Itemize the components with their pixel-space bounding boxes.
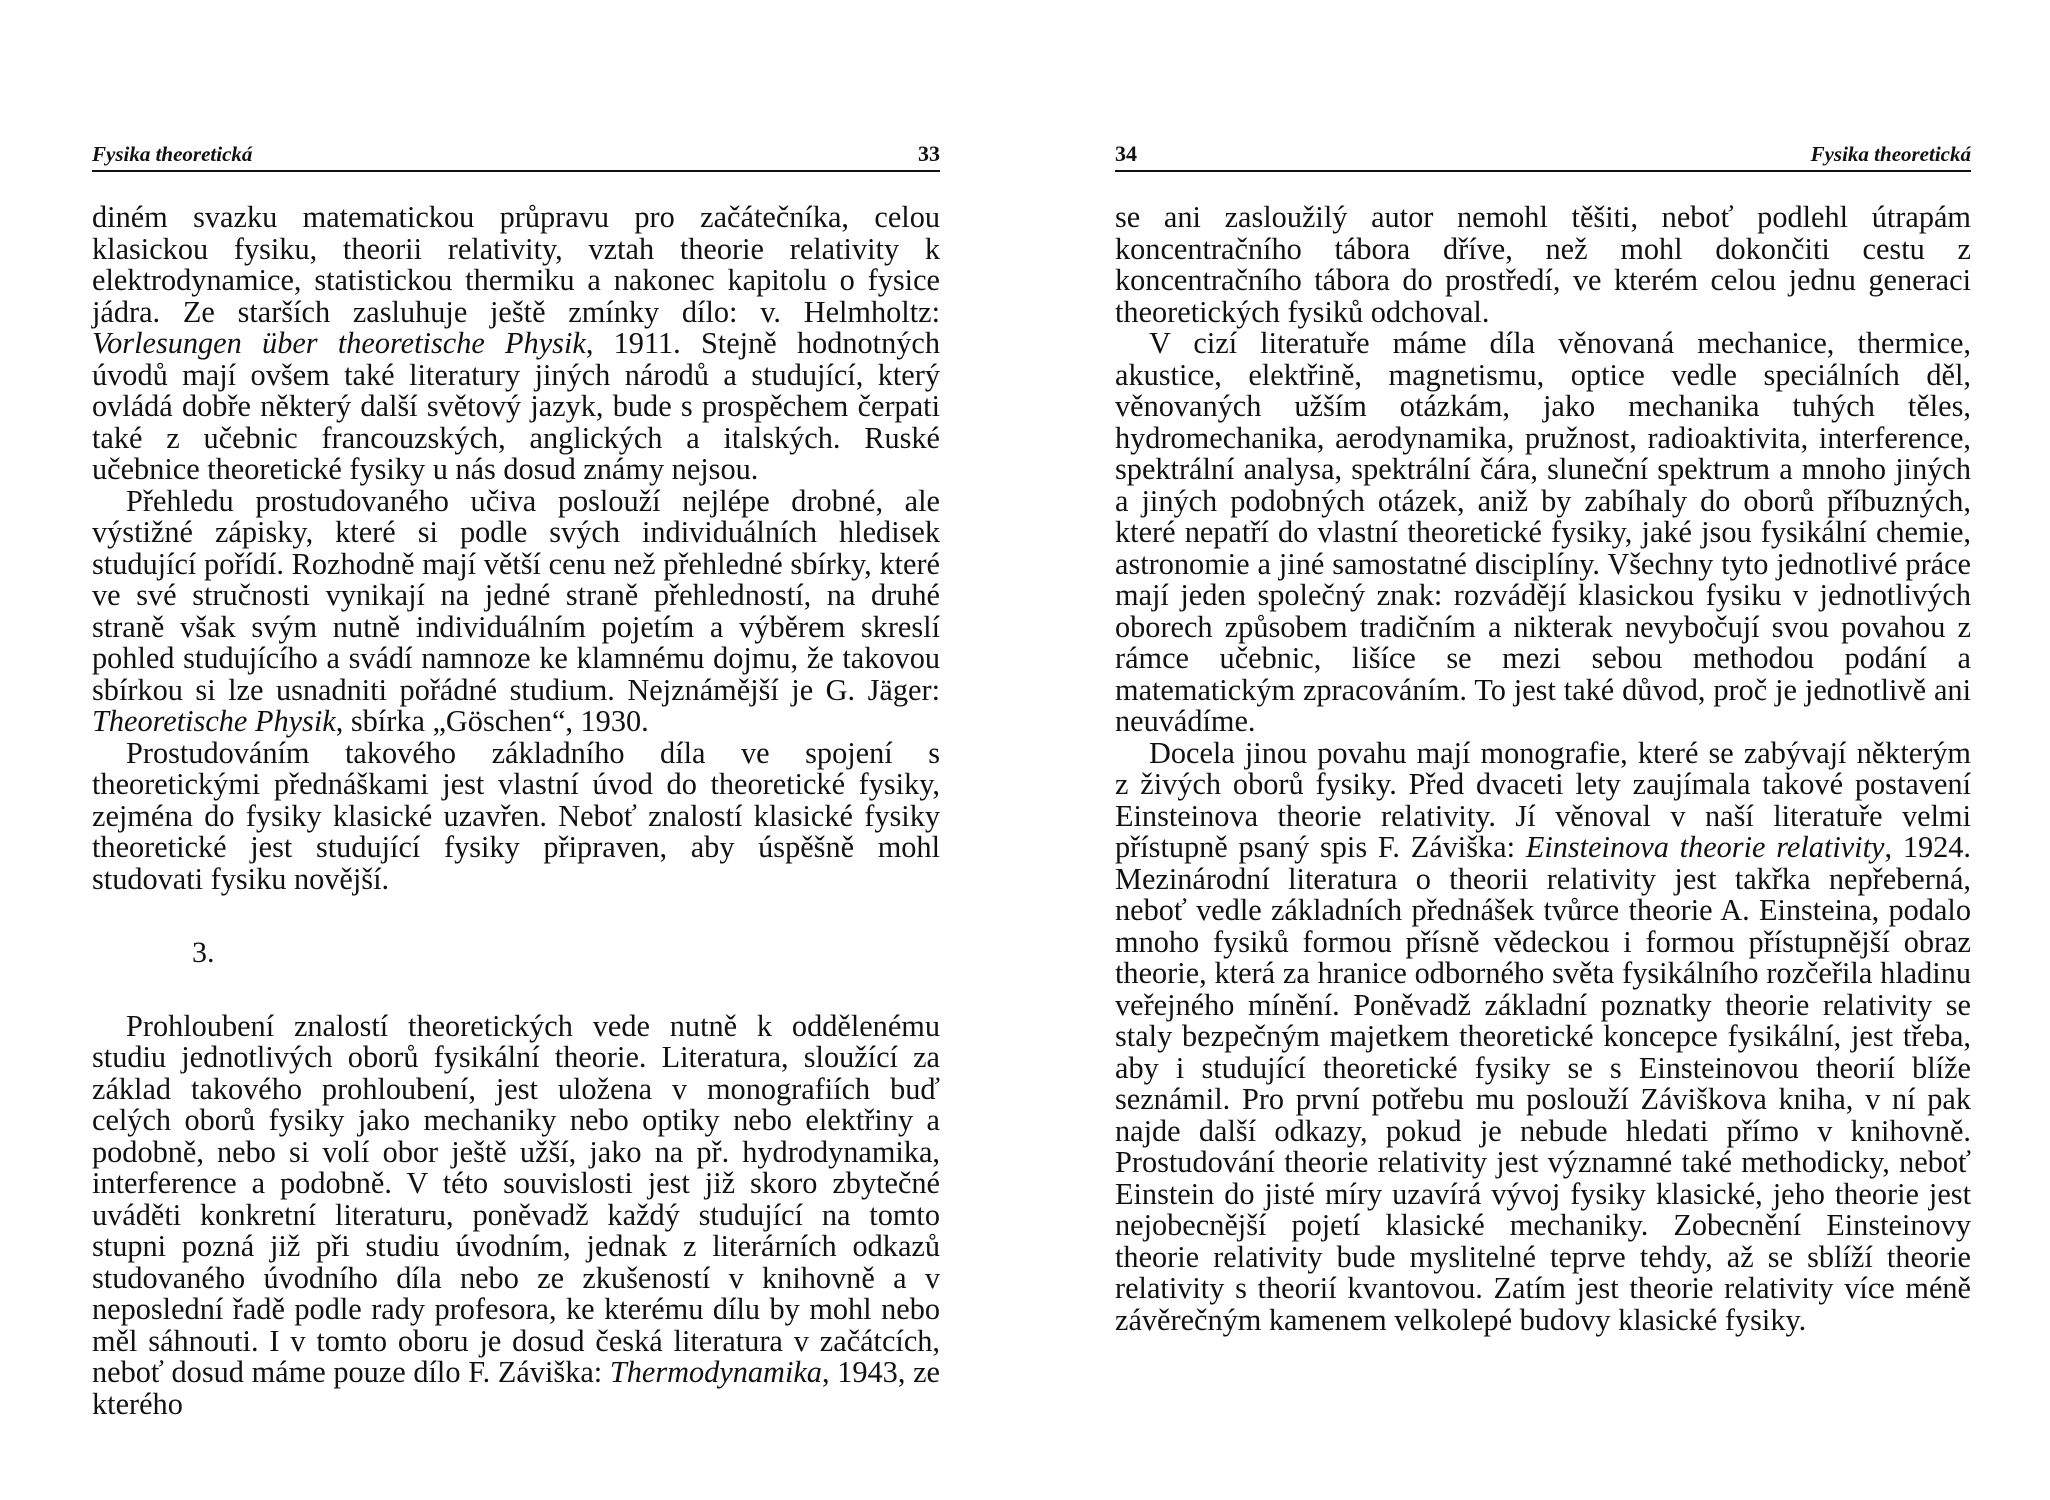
paragraph bbox=[92, 735, 940, 896]
text-run: Docela jinou povahu mají monografie, které se zabývají některým z živých oborů fysiky. Před dvaceti lety zaujímala takové postavení Einsteinova theorie relativity. Jí věnoval v naší literatuře velmi přístupně psaný spis F. Záviška: bbox=[1115, 735, 1971, 864]
left-page bbox=[92, 130, 940, 1420]
paragraph bbox=[92, 202, 940, 486]
page-body bbox=[1115, 202, 1971, 1336]
italic-title: Theoretische Physik bbox=[92, 704, 336, 738]
running-title: Fysika theoretická bbox=[92, 142, 253, 166]
running-header bbox=[92, 130, 940, 172]
italic-title: Vorlesungen über theoretische Physik bbox=[92, 326, 586, 360]
italic-title: Einsteinova theorie relativity bbox=[1525, 830, 1885, 864]
text-run: diném svazku matematickou průpravu pro začátečníka, celou klasickou fysiku, theorii relativity, vztah theorie relativity k elektrodynamice, statistickou thermiku a nakonec kapitolu o fysice jádra. Ze starších zasluhuje ještě zmínky dílo: v. Helmholtz: bbox=[92, 200, 940, 329]
text-run: , 1943, ze kterého bbox=[92, 1355, 940, 1421]
text-run: , 1924. Mezinárodní literatura o theorii relativity jest takřka nepřeberná, neboť vedle základních přednášek tvůrce theorie A. Einsteina, podalo mnoho fysiků formou přísně vědeckou i formou přístupnější obraz theorie, která za hranice odborného světa fysikálního rozčeřila hladinu veřejného mínění. Poněvadž základní poznatky theorie relativity se staly bezpečným majetkem theoretické koncepce fysikální, jest třeba, aby i studující theoretické fysiky se s Einsteinovou theorií blíže seznámil. Pro první potřebu mu poslouží Záviškova kniha, v ní pak najde další odkazy, pokud je nebude hledati přímo v knihovně. Prostudování theorie relativity jest významné také methodicky, neboť Einstein do jisté míry uzavírá vývoj fysiky klasické, jeho theorie jest nejobecnější pojetí klasické mechaniky. Zobecnění Einsteinovy theorie relativity bude myslitelné teprve tehdy, až se sblíží theorie relativity s theorií kvantovou. Zatím jest theorie relativity více méně závěrečným kamenem velkolepé budovy klasické fysiky. bbox=[1115, 830, 1971, 1337]
section-number: 3. bbox=[192, 936, 215, 969]
text-run: Přehledu prostudovaného učiva poslouží nejlépe drobné, ale výstižné zápisky, které si podle svých individuálních hledisek studující pořídí. Rozhodně mají větší cenu než přehledné sbírky, které ve své stručnosti vynikají na jedné straně přehledností, na druhé straně však svým nutně individuálním pojetím a výběrem skreslí pohled studujícího a svádí namnoze ke klamnému dojmu, že takovou sbírkou si lze usnadniti pořádné studium. Nejznámější je G. Jäger: bbox=[92, 483, 940, 707]
text-run: se ani zasloužilý autor nemohl těšiti, neboť podlehl útrapám koncentračního tábora dříve, než mohl dokončiti cestu z koncentračního tábora do prostředí, ve kterém celou jednu generaci theoretických fysiků odchoval. bbox=[1115, 200, 1971, 329]
right-page bbox=[1115, 130, 1971, 1336]
page-number: 34 bbox=[1115, 141, 1137, 166]
page-number: 33 bbox=[918, 141, 940, 166]
text-run: Prostudováním takového základního díla ve spojení s theoretickými přednáškami jest vlastní úvod do theoretické fysiky, zejména do fysiky klasické uzavřen. Neboť znalostí klasické fysiky theoretické jest studující fysiky připraven, aby úspěšně mohl studovati fysiku novější. bbox=[92, 735, 940, 896]
paragraph bbox=[1115, 735, 1971, 1337]
text-run: Prohloubení znalostí theoretických vede nutně k oddělenému studiu jednotlivých oborů fysikální theorie. Literatura, sloužící za základ takového prohloubení, jest uložena v monografiích buď celých oborů fysiky jako mechaniky nebo optiky nebo elektřiny a podobně, nebo si volí obor ještě užší, jako na př. hydrodynamika, interference a podobně. V této souvislosti jest již skoro zbytečné uváděti konkretní literaturu, poněvadž každý studující na tomto stupni pozná již při studiu úvodním, jednak z literárních odkazů studovaného úvodního díla nebo ze zkušeností v knihovně a v neposlední řadě podle rady profesora, ke kterému dílu by mohl nebo měl sáhnouti. I v tomto oboru je dosud česká literatura v začátcích, neboť dosud máme pouze dílo F. Záviška: bbox=[92, 1008, 940, 1389]
running-title: Fysika theoretická bbox=[1810, 142, 1971, 166]
italic-title: Thermodynamika bbox=[609, 1355, 822, 1389]
paragraph bbox=[1115, 202, 1971, 328]
text-run: V cizí literatuře máme díla věnovaná mechanice, thermice, akustice, elektřině, magnetismu, optice vedle speciálních děl, věnovaných užším otázkám, jako mechanika tuhých těles, hydromechanika, aerodynamika, pružnost, radioaktivita, interference, spektrální analysa, spektrální čára, sluneční spektrum a mnoho jiných a jiných podobných otázek, aniž by zabíhaly do oborů příbuzných, které nepatří do vlastní theoretické fysiky, jaké jsou fysikální chemie, astronomie a jiné samostatné disciplíny. Všechny tyto jednotlivé práce mají jeden společný znak: rozvádějí klasickou fysiku v jednotlivých oborech způsobem tradičním a nikterak nevybočují svou povahou z rámce učebnic, lišíce se mezi sebou methodou podání a matematickým zpracováním. To jest také důvod, proč je jednotlivě ani neuvádíme. bbox=[1115, 326, 1971, 738]
paragraph bbox=[92, 483, 940, 738]
running-header bbox=[1115, 130, 1971, 172]
text-run: , sbírka „Göschen“, 1930. bbox=[335, 704, 649, 738]
paragraph bbox=[1115, 328, 1971, 738]
text-run: , 1911. Stejně hodnotných úvodů mají ovšem také literatury jiných národů a studující, který ovládá dobře některý další světový jazyk, bude s prospěchem čerpati také z učebnic francouzských, anglických a italských. Ruské učebnice theoretické fysiky u nás dosud známy nejsou. bbox=[92, 326, 940, 486]
paragraph bbox=[92, 1008, 940, 1421]
page-body bbox=[92, 202, 940, 1420]
